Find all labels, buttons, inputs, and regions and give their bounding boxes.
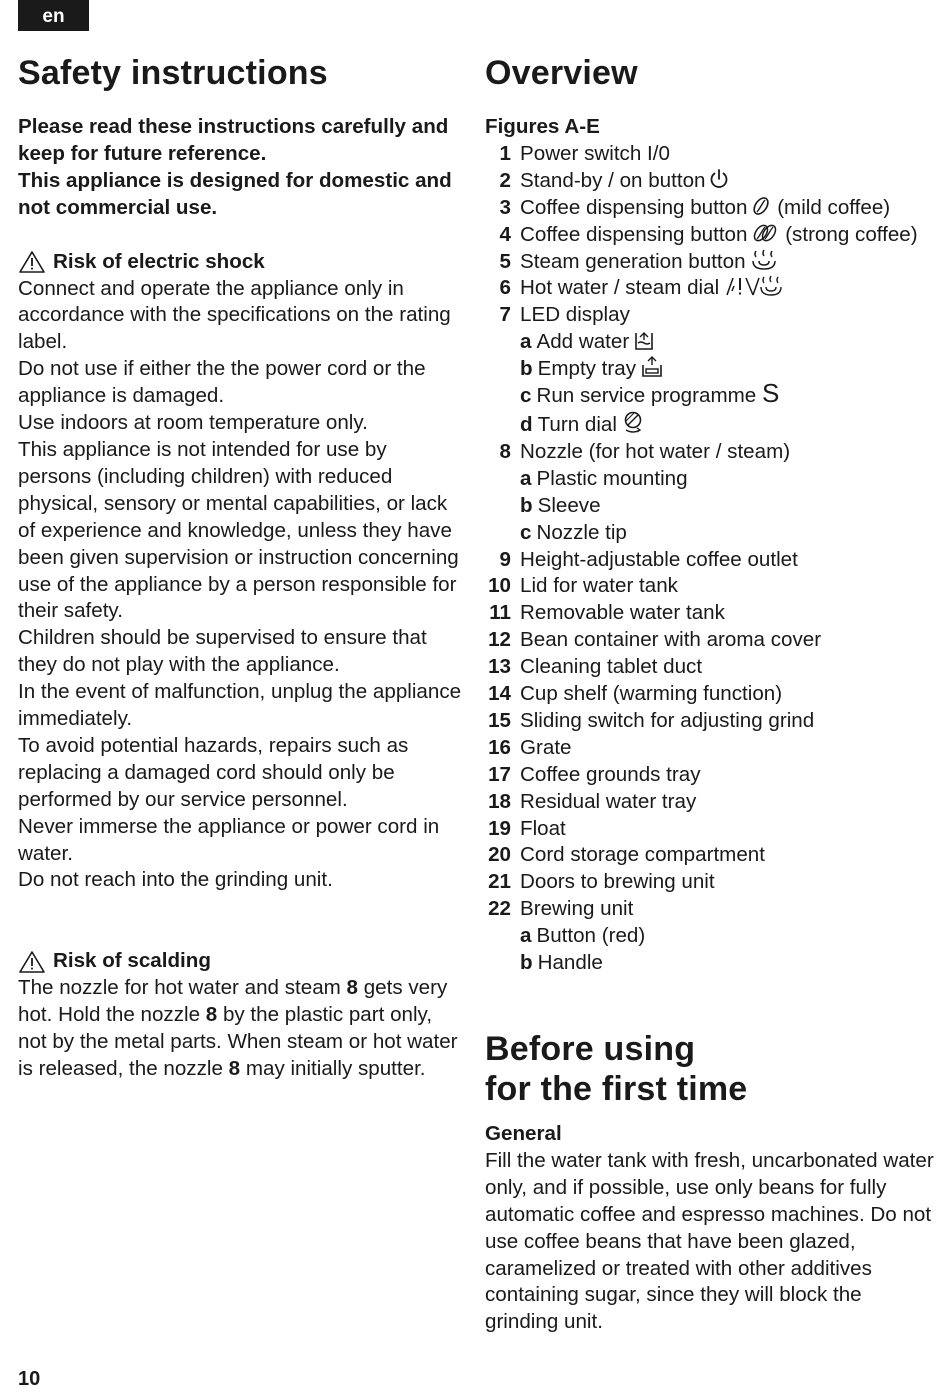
scalding-heading: Risk of scalding [18, 948, 463, 975]
sub-item: d Turn dial [485, 410, 935, 439]
list-item: 9 Height-adjustable coffee outlet [499, 547, 798, 571]
list-item: 22 Brewing unit [488, 897, 634, 921]
list-item: 5 Steam generation button [485, 249, 935, 276]
intro-line: This appliance is designed for domestic and not commercial use. [18, 168, 452, 219]
safety-intro [18, 114, 463, 222]
safety-text: To avoid potential hazards, repairs such as replacing a damaged cord should only be performed by our service personnel. [18, 733, 409, 811]
safety-column [18, 54, 463, 1083]
intro-line: Please read these instructions carefully and keep for future reference. [18, 115, 449, 165]
page-number: 10 [18, 1368, 41, 1390]
list-item: 2 Stand-by / on button [485, 168, 935, 195]
sub-item: b Sleeve [520, 493, 601, 517]
sub-item: a Add water [485, 329, 935, 356]
list-item: 15 Sliding switch for adjusting grind [488, 708, 815, 732]
service-symbol: S [761, 378, 780, 409]
overview-list [485, 141, 935, 977]
list-item: 12 Bean container with aroma cover [488, 628, 822, 652]
add-water-icon [633, 329, 657, 351]
electric-shock-section [18, 249, 463, 895]
list-item: 20 Cord storage compartment [488, 843, 765, 867]
list-item: 18 Residual water tray [488, 789, 697, 813]
safety-text: Do not use if either the the power cord or the appliance is damaged. [18, 357, 426, 408]
list-item: 7 LED display [499, 303, 630, 327]
steam-icon [750, 249, 778, 271]
power-icon [709, 168, 729, 190]
hot-water-steam-dial-icon [723, 275, 787, 297]
strong-coffee-beans-icon [751, 222, 779, 244]
electric-shock-heading: Risk of electric shock [18, 249, 463, 276]
overview-column [485, 54, 935, 1336]
list-item: 16 Grate [488, 735, 572, 759]
safety-text: Never immerse the appliance or power cord in water. [18, 814, 440, 865]
list-item: 6 Hot water / steam dial [485, 275, 935, 302]
scalding-text: The nozzle for hot water and steam 8 gets very hot. Hold the nozzle 8 by the plastic part only, not by the metal parts. When steam or hot water is released, the nozzle 8 may initially sputter. [18, 976, 458, 1080]
safety-text: Children should be supervised to ensure that they do not play with the appliance. [18, 626, 427, 677]
empty-tray-icon [640, 356, 664, 378]
list-item: 1 Power switch I/0 [499, 141, 670, 165]
list-item: 17 Coffee grounds tray [488, 762, 701, 786]
scalding-section [18, 948, 463, 1083]
list-item: 4 Coffee dispensing button (strong coffee) [499, 222, 918, 246]
general-heading: General [485, 1122, 562, 1145]
list-item: 8 Nozzle (for hot water / steam) [499, 439, 791, 463]
sub-item: c Nozzle tip [520, 520, 627, 544]
overview-title: Overview [485, 54, 638, 92]
list-item: 10 Lid for water tank [488, 574, 678, 598]
safety-text: Use indoors at room temperature only. [18, 411, 368, 435]
before-first-use-section [485, 1029, 935, 1336]
general-text: Fill the water tank with fresh, uncarbonated water only, and if possible, use only beans for fully automatic coffee and espresso machines. Do not use coffee beans that have been glazed, caramelized or treated with other additives containing sugar, since they will block the grinding unit. [485, 1148, 934, 1334]
sub-item: b Empty tray [485, 356, 935, 383]
safety-text: In the event of malfunction, unplug the appliance immediately. [18, 680, 462, 731]
safety-text: This appliance is not intended for use by persons (including children) with reduced physical, sensory or mental capabilities, or lack of experience and knowledge, unless they have been given supervision or instruction concerning use of the appliance by a person responsible for their safety. [18, 437, 459, 623]
turn-dial-icon [621, 410, 645, 434]
sub-item: a Button (red) [520, 924, 646, 948]
figures-heading: Figures A-E [485, 115, 600, 138]
list-item: 11 Removable water tank [489, 601, 725, 625]
safety-title: Safety instructions [18, 54, 328, 92]
list-item: 14 Cup shelf (warming function) [488, 682, 783, 706]
safety-text: Connect and operate the appliance only in accordance with the specifications on the rating label. [18, 276, 451, 354]
safety-text: Do not reach into the grinding unit. [18, 868, 333, 892]
sub-item: b Handle [520, 951, 603, 975]
list-item: 21 Doors to brewing unit [488, 870, 715, 894]
list-item: 13 Cleaning tablet duct [488, 655, 703, 679]
mild-coffee-bean-icon [751, 195, 771, 217]
language-tab: en [18, 0, 89, 31]
sub-item: c Run service programme S [520, 378, 780, 409]
list-item: 19 Float [488, 816, 566, 840]
warning-triangle-icon [18, 250, 46, 274]
sub-item: a Plastic mounting [520, 466, 688, 490]
before-first-use-title: Before using for the first time [485, 1030, 748, 1108]
warning-triangle-icon [18, 950, 46, 974]
list-item: 3 Coffee dispensing button (mild coffee) [499, 195, 891, 219]
